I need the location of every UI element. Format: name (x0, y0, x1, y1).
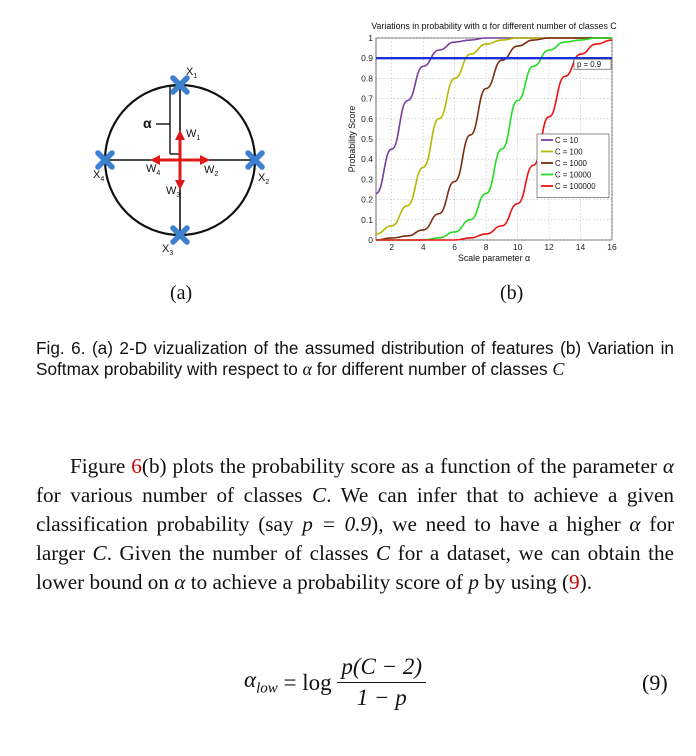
x-tick-label: 14 (575, 242, 586, 252)
x-tick-label: 8 (483, 242, 489, 252)
eq-equals-log: = log (277, 669, 338, 695)
y-tick-label: 1 (368, 33, 373, 43)
w1-label: $W_1$ (186, 128, 201, 142)
eq-fraction (337, 654, 426, 711)
w3-label: $W_3$ (166, 185, 181, 199)
eq-lhs: $\alpha_{low}$ (244, 667, 278, 697)
x3-label: $X_3$ (162, 243, 174, 257)
y-tick-label: 0 (368, 235, 373, 245)
y-tick-label: 0.2 (361, 194, 373, 205)
figure-caption: Fig. 6. (a) 2-D vizualization of the assumed distribution of features (b) Variation in Softmax probability with respect to α for different number of classes C (36, 338, 674, 379)
body-paragraph: Figure 6(b) plots the probability score as a function of the parameter α for various number of classes C. We can infer that to achieve a given classification probability (say p = 0.9), we need to have a higher α for larger C. Given the number of classes C for a dataset, we can obtain the lower bound on α to achieve a probability score of p by using (9). (36, 454, 674, 594)
x-tick-label: 6 (452, 242, 458, 252)
legend-label: C = 10000 (555, 170, 592, 180)
legend-label: C = 100000 (555, 182, 596, 191)
legend-label: C = 10 (555, 136, 579, 145)
y-axis-label: Probability Score (347, 105, 357, 173)
x1-label: $X_1$ (186, 66, 198, 80)
eq-numerator: p(C − 2) (337, 654, 426, 683)
threshold-label: p = 0.9 (577, 60, 602, 70)
x-axis-label: Scale parameter α (457, 253, 531, 263)
figure-b-label: (b) (500, 282, 524, 304)
w2-label: $W_2$ (204, 164, 219, 178)
x-tick-label: 4 (420, 242, 426, 252)
figure-a-diagram (80, 60, 280, 260)
y-tick-label: 0.7 (361, 93, 373, 104)
legend-label: C = 1000 (555, 159, 587, 168)
y-tick-label: 0.8 (361, 73, 373, 84)
chart-title: Variations in probability with α for different number of classes C (371, 21, 617, 31)
figure-a-label: (a) (170, 282, 193, 304)
y-tick-label: 0.1 (361, 214, 373, 225)
equation-reference-link[interactable]: 9 (569, 570, 580, 594)
y-tick-label: 0.4 (361, 154, 373, 165)
y-tick-label: 0.5 (361, 134, 373, 144)
x-tick-label: 2 (389, 242, 395, 252)
w4-label: $W_4$ (146, 163, 161, 177)
equation-number: (9) (642, 670, 668, 695)
y-tick-label: 0.6 (361, 113, 373, 124)
x-tick-label: 10 (512, 242, 523, 252)
y-tick-label: 0.3 (361, 174, 373, 185)
legend-label: C = 100 (555, 147, 583, 157)
figure-reference-link[interactable]: 6 (131, 454, 142, 478)
equation-9 (0, 648, 696, 720)
weight-arrows (150, 130, 210, 190)
alpha-label: α (143, 115, 152, 131)
equation-body (244, 654, 426, 711)
x2-label: $X_2$ (258, 172, 270, 186)
probability-chart (340, 14, 680, 276)
x-tick-label: 12 (544, 242, 554, 252)
eq-denominator: 1 − p (356, 685, 407, 710)
x-tick-label: 16 (607, 242, 617, 252)
y-tick-label: 0.9 (361, 53, 373, 64)
x4-label: $X_4$ (93, 169, 105, 183)
